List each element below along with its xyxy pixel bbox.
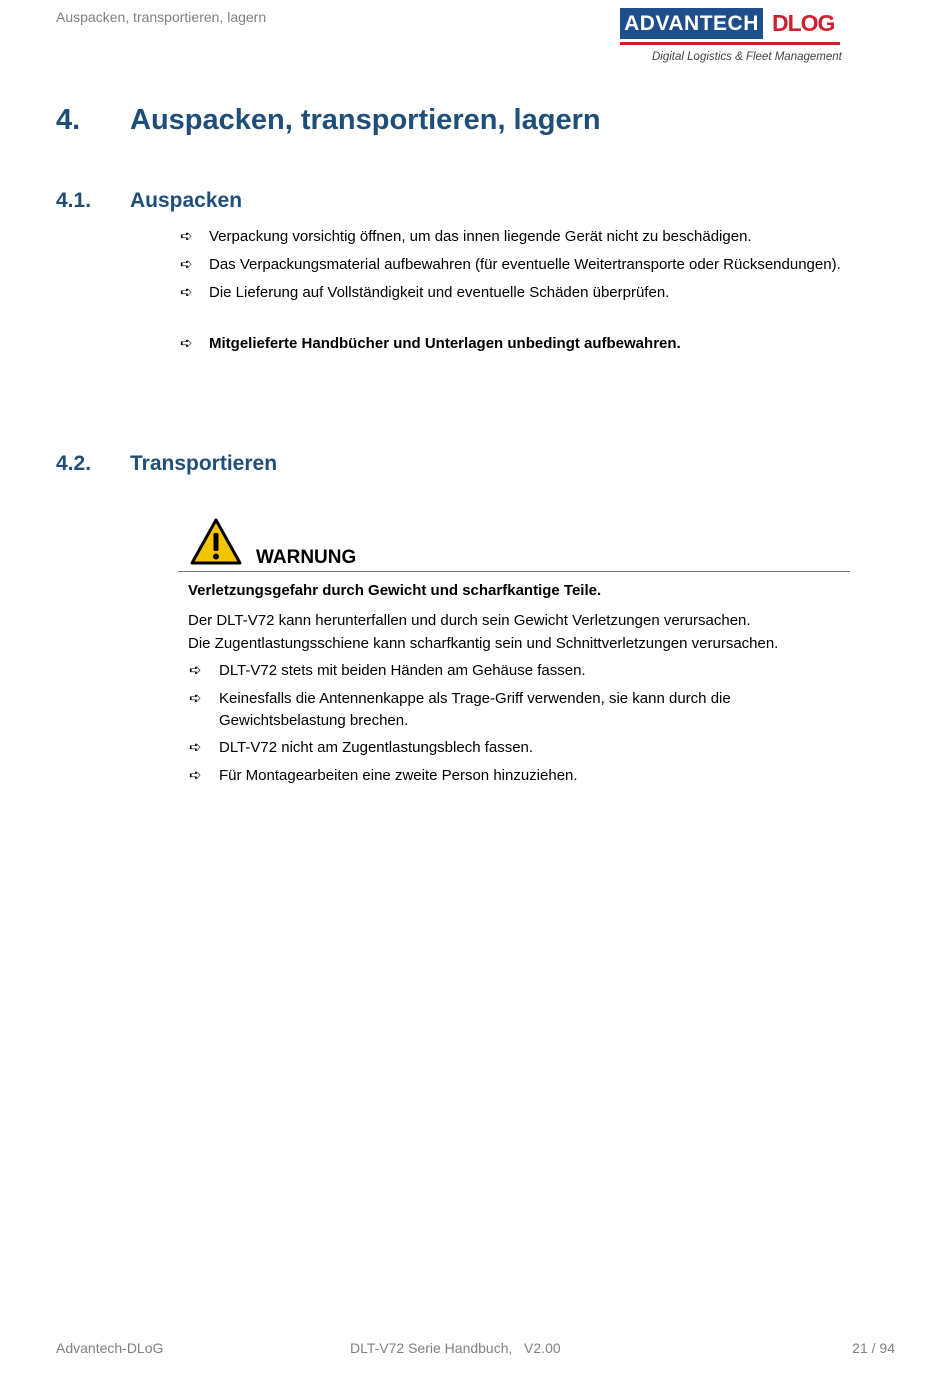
list-item: Das Verpackungsmaterial aufbewahren (für eventuelle Weitertransporte oder Rücksendungen). — [209, 256, 841, 273]
arrow-bullet-icon: ➪ — [189, 739, 202, 756]
warning-text: Die Zugentlastungsschiene kann scharfkantig sein und Schnittverletzungen verursachen. — [188, 635, 779, 652]
logo-tagline: Digital Logistics & Fleet Management — [652, 51, 842, 63]
arrow-bullet-icon: ➪ — [180, 335, 193, 352]
list-item: Die Lieferung auf Vollständigkeit und eventuelle Schäden überprüfen. — [209, 284, 670, 301]
chapter-title: Auspacken, transportieren, lagern — [130, 104, 601, 136]
section-title: Transportieren — [130, 452, 278, 475]
footer-company: Advantech-DLoG — [56, 1340, 164, 1356]
list-item: DLT-V72 nicht am Zugentlastungsblech fassen. — [219, 739, 534, 756]
footer-page-number: 21 / 94 — [852, 1340, 895, 1356]
arrow-bullet-icon: ➪ — [189, 690, 202, 707]
footer-document-title: DLT-V72 Serie Handbuch, V2.00 — [350, 1340, 561, 1356]
warning-label: WARNUNG — [256, 547, 357, 568]
warning-divider — [178, 571, 850, 572]
logo-brand: ADVANTECH — [620, 8, 763, 39]
warning-headline: Verletzungsgefahr durch Gewicht und scharfkantige Teile. — [188, 582, 602, 599]
list-item: Für Montagearbeiten eine zweite Person hinzuziehen. — [219, 767, 578, 784]
arrow-bullet-icon: ➪ — [180, 284, 193, 301]
arrow-bullet-icon: ➪ — [180, 228, 193, 245]
warning-text: Der DLT-V72 kann herunterfallen und durch sein Gewicht Verletzungen verursachen. — [188, 612, 751, 629]
company-logo — [620, 8, 842, 68]
list-item: Keinesfalls die Antennenkappe als Trage-Griff verwenden, sie kann durch die — [219, 690, 731, 707]
section-number: 4.2. — [56, 452, 92, 475]
list-item: Verpackung vorsichtig öffnen, um das innen liegende Gerät nicht zu beschädigen. — [209, 228, 752, 245]
arrow-bullet-icon: ➪ — [189, 767, 202, 784]
chapter-number: 4. — [56, 104, 81, 136]
section-number: 4.1. — [56, 189, 92, 212]
arrow-bullet-icon: ➪ — [180, 256, 193, 273]
arrow-bullet-icon: ➪ — [189, 662, 202, 679]
list-item-continuation: Gewichtsbelastung brechen. — [219, 712, 409, 729]
important-note: Mitgelieferte Handbücher und Unterlagen unbedingt aufbewahren. — [209, 335, 681, 352]
section-title: Auspacken — [130, 189, 243, 212]
logo-underline — [620, 42, 840, 45]
warning-triangle-icon — [190, 518, 242, 565]
list-item: DLT-V72 stets mit beiden Händen am Gehäuse fassen. — [219, 662, 586, 679]
running-header: Auspacken, transportieren, lagern — [56, 9, 267, 25]
logo-sub-brand: DLOG — [772, 10, 835, 36]
